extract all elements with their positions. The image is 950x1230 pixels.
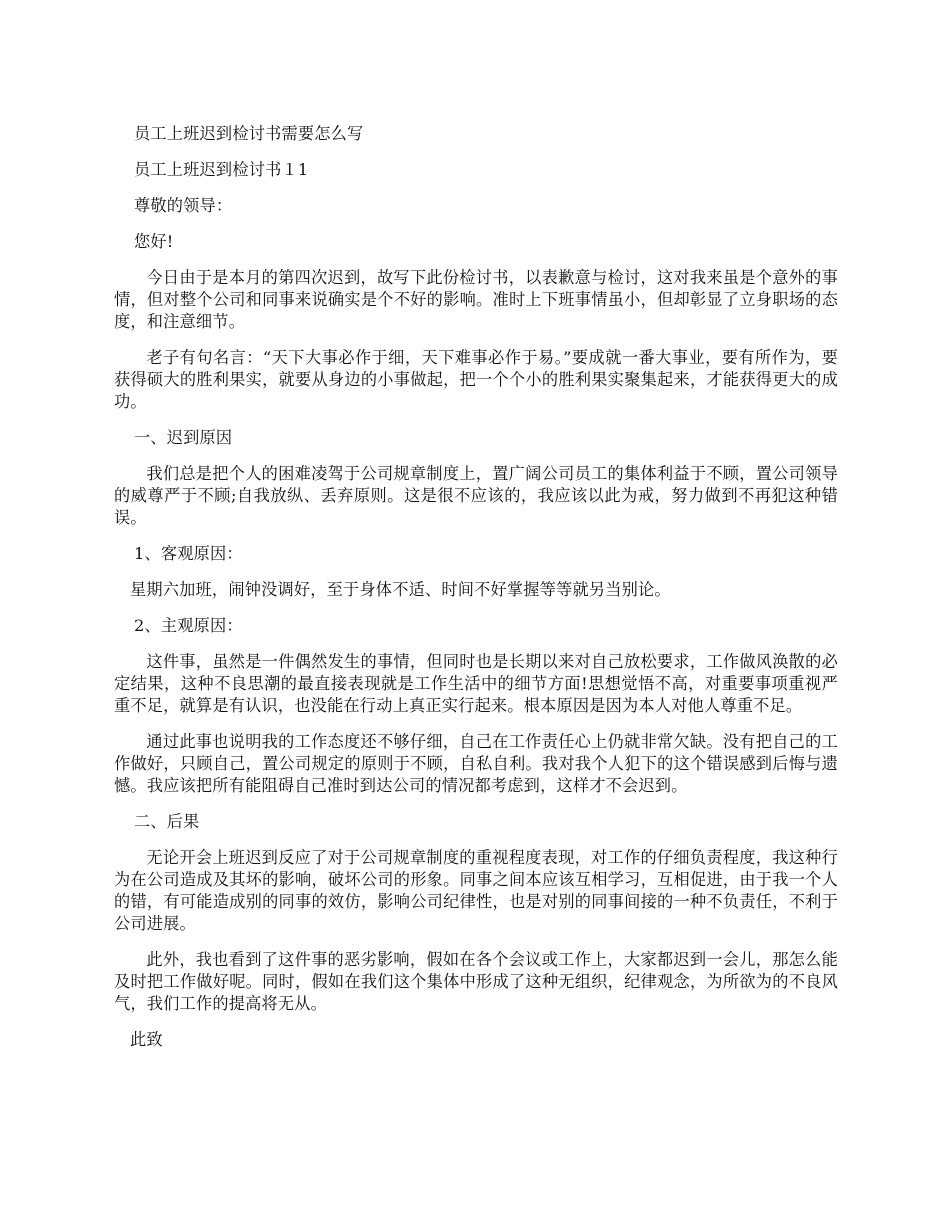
paragraph-subjective: 这件事，虽然是一件偶然发生的事情，但同时也是长期以来对自己放松要求，工作做风涣散的必定结果，这种不良思潮的最直接表现就是工作生活中的细节方面!思想觉悟不高，对重要事项重视严重不足，就算是有认识，也没能在行动上真正实行起来。根本原因是因为本人对他人尊重不足。 <box>114 652 838 715</box>
section-heading-reason: 一、迟到原因 <box>134 428 233 447</box>
document-title: 员工上班迟到检讨书需要怎么写 <box>134 124 364 143</box>
paragraph-quote: 老子有句名言：“天下大事必作于细，天下难事必作于易。”要成就一番大事业，要有所作为，要获得硕大的胜利果实，就要从身边的小事做起，把一个个小的胜利果实聚集起来，才能获得更大的成功。 <box>114 348 838 411</box>
paragraph-intro: 今日由于是本月的第四次迟到，故写下此份检讨书，以表歉意与检讨，这对我来虽是个意外的事情，但对整个公司和同事来说确实是个不好的影响。准时上下班事情虽小，但却彰显了立身职场的态度，和注意细节。 <box>114 268 838 331</box>
greeting: 您好! <box>134 232 174 251</box>
paragraph-objective: 星期六加班，闹钟没调好，至于身体不适、时间不好掌握等等就另当别论。 <box>130 580 671 599</box>
subheading-subjective: 2、主观原因： <box>134 616 243 635</box>
paragraph-reason: 我们总是把个人的困难凌驾于公司规章制度上，置广阔公司员工的集体利益于不顾，置公司领导的威尊严于不顾;自我放纵、丢弃原则。这是很不应该的，我应该以此为戒，努力做到不再犯这种错误。 <box>114 464 838 527</box>
document-subtitle: 员工上班迟到检讨书１1 <box>134 160 309 179</box>
paragraph-consequence: 无论开会上班迟到反应了对于公司规章制度的重视程度表现，对工作的仔细负责程度，我这种行为在公司造成及其坏的影响，破坏公司的形象。同事之间本应该互相学习，互相促进，由于我一个人的错，有可能造成别的同事的效仿，影响公司纪律性，也是对别的同事间接的一种不负责任，不利于公司进展。 <box>114 848 838 933</box>
paragraph-impact: 此外，我也看到了这件事的恶劣影响，假如在各个会议或工作上，大家都迟到一会儿，那怎么能及时把工作做好呢。同时，假如在我们这个集体中形成了这种无组织，纪律观念，为所欲为的不良风气，我们工作的提高将无从。 <box>114 950 838 1013</box>
closing: 此致 <box>130 1030 163 1049</box>
subheading-objective: 1、客观原因： <box>134 544 243 563</box>
paragraph-attitude: 通过此事也说明我的工作态度还不够仔细，自己在工作责任心上仍就非常欠缺。没有把自己的工作做好，只顾自己，置公司规定的原则于不顾，自私自利。我对我个人犯下的这个错误感到后悔与遗憾。我应该把所有能阻碍自己准时到达公司的情况都考虑到，这样才不会迟到。 <box>114 732 838 795</box>
section-heading-consequence: 二、后果 <box>134 812 200 831</box>
salutation: 尊敬的领导： <box>134 196 233 215</box>
